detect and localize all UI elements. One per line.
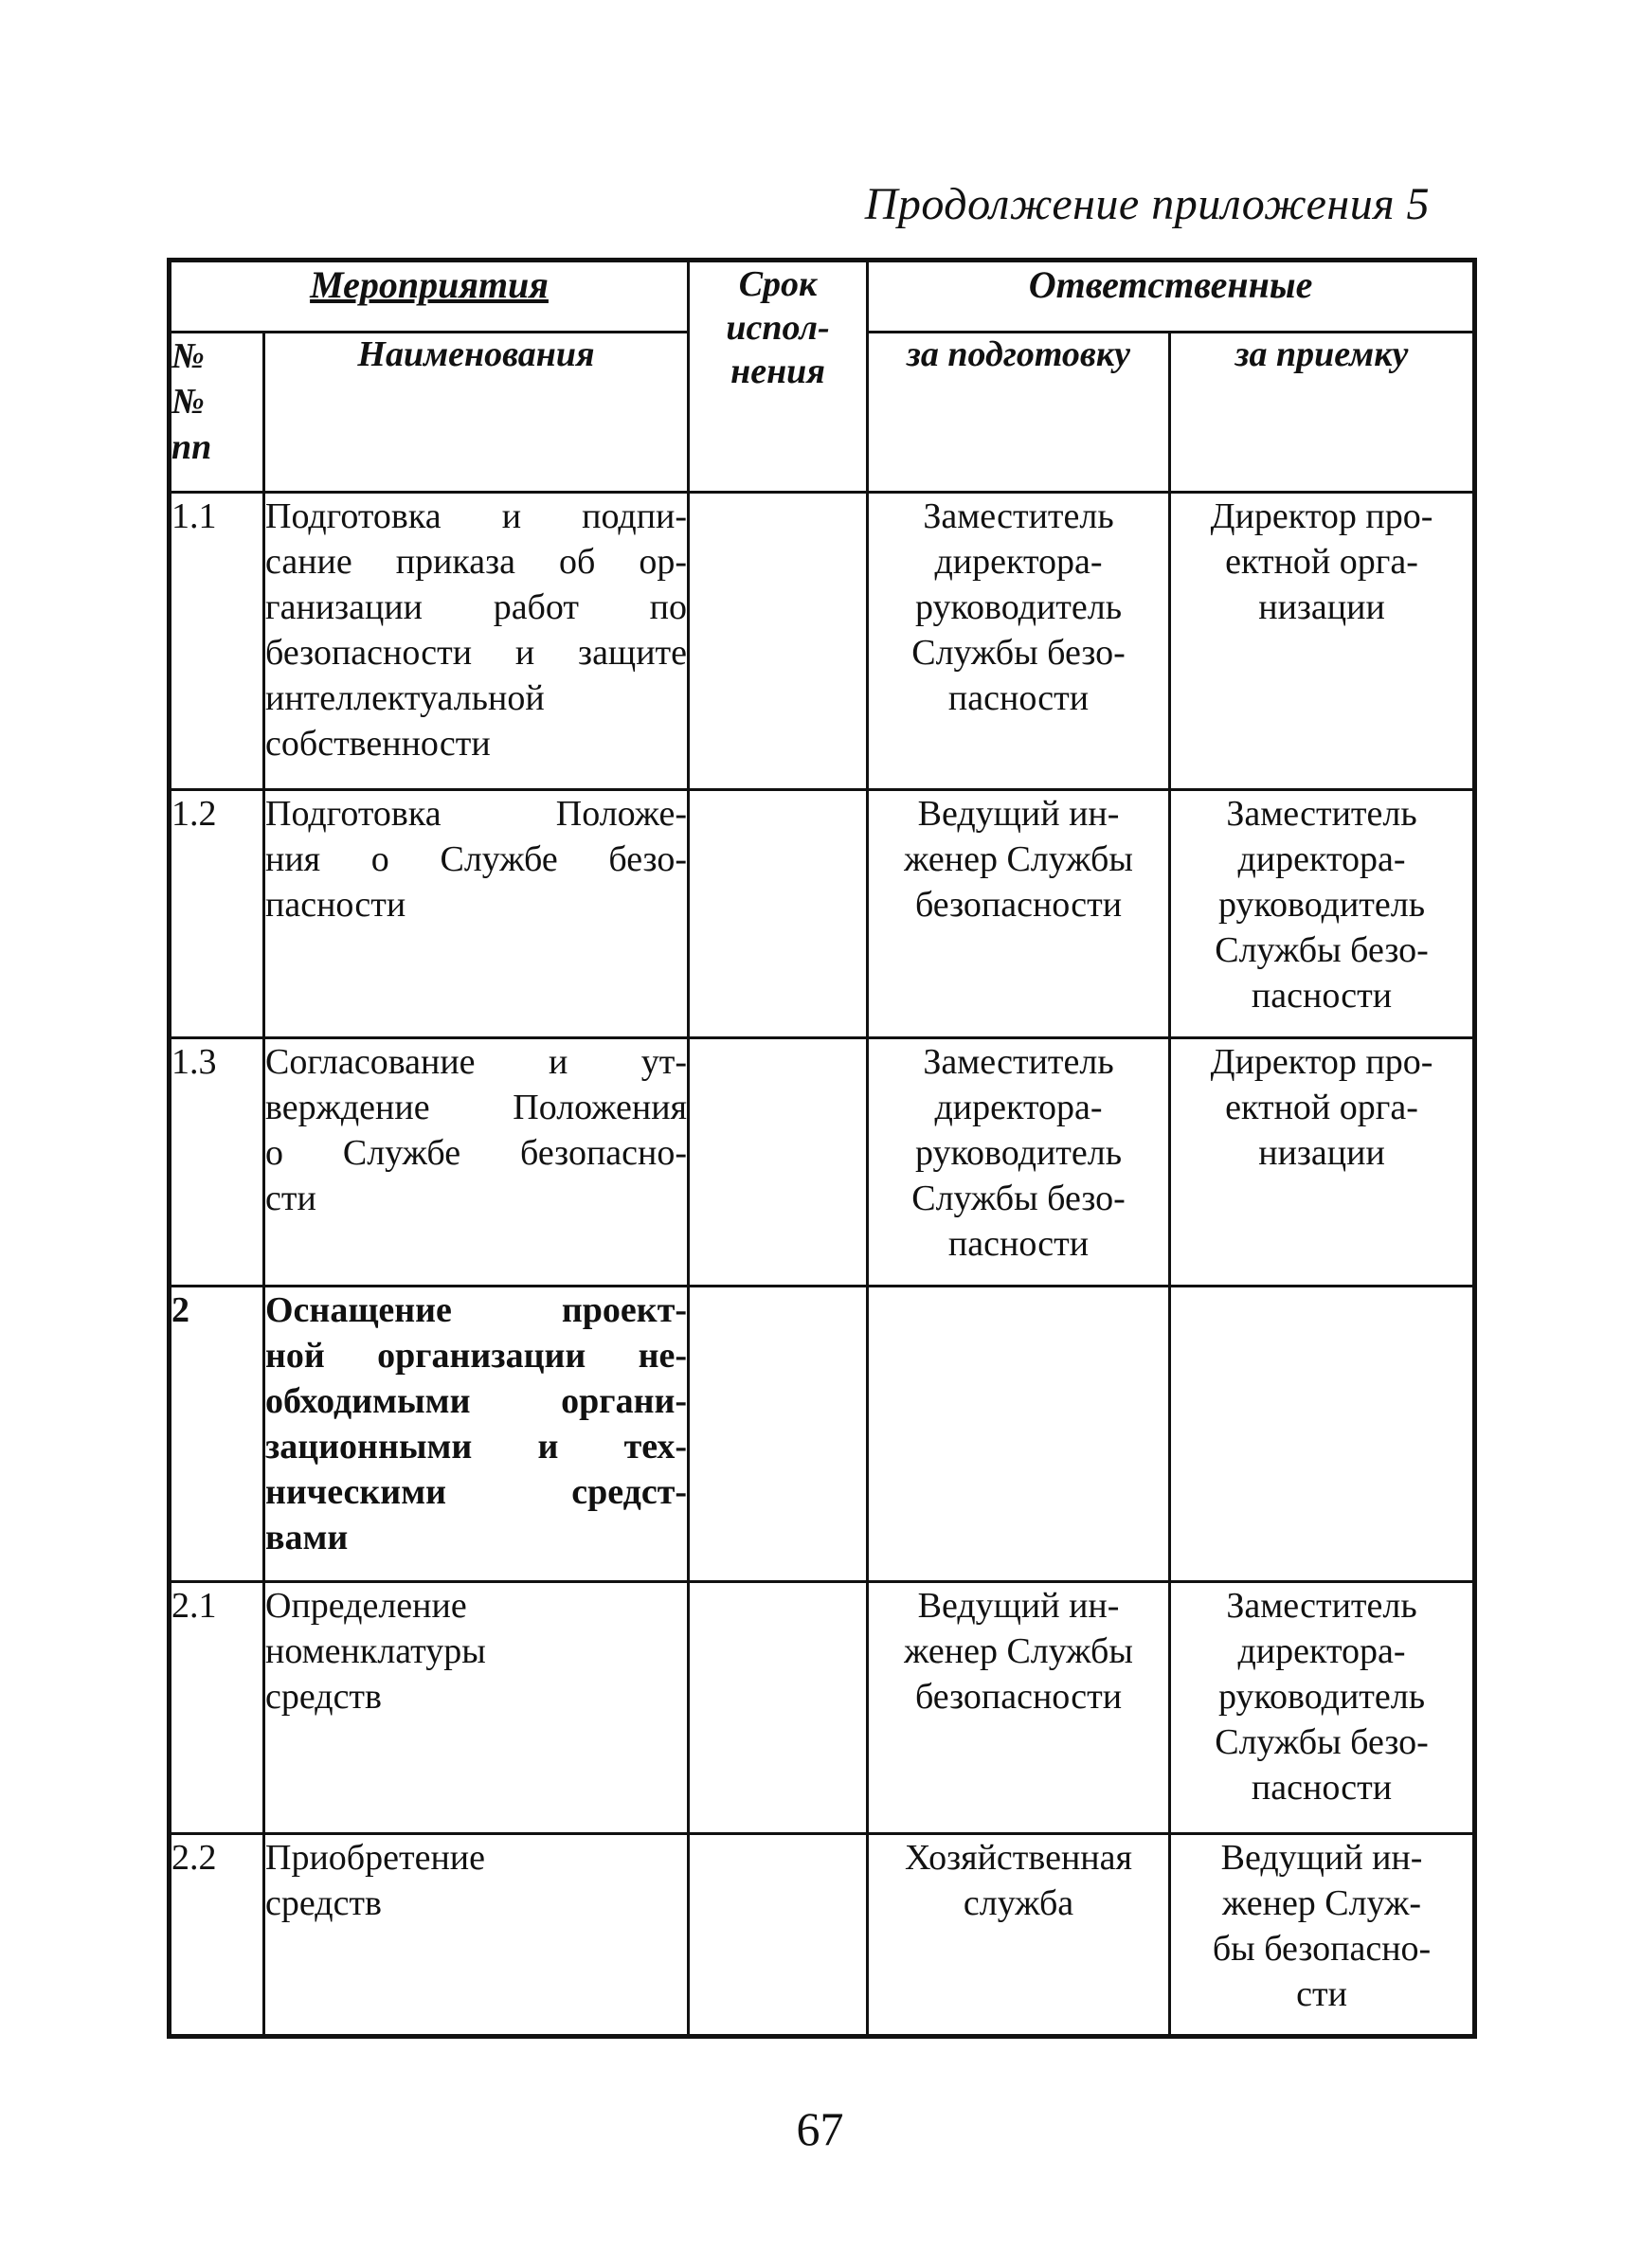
row-prep-line: Хозяйственная	[905, 1838, 1132, 1878]
row-accept-line: низации	[1258, 1133, 1385, 1173]
row-accept-line: руководитель	[1217, 885, 1426, 925]
row-accept-line: Ведущий ин-	[1220, 1838, 1423, 1878]
row-accept-line: руководитель	[1217, 1677, 1426, 1717]
header-accept: за приемку	[1170, 333, 1475, 493]
activities-table	[167, 258, 1477, 2039]
row-name-line: средств	[265, 1677, 382, 1717]
row-name-line: собственности	[265, 724, 491, 764]
row-name-line: вами	[265, 1518, 349, 1557]
row-name-line: обходимыми органи-	[265, 1381, 688, 1421]
row-accept-line: пасности	[1251, 1768, 1393, 1808]
table-body	[170, 493, 1475, 2037]
header-num: № № пп	[170, 333, 264, 493]
row-number: 2.2	[170, 1834, 264, 2037]
header-activities: Мероприятия	[170, 261, 689, 333]
row-accept	[1170, 1287, 1475, 1582]
row-accept-line: директора-	[1237, 839, 1406, 879]
row-prep	[868, 1038, 1170, 1287]
row-accept-line: пасности	[1251, 976, 1393, 1016]
row-name-line: сание приказа об ор-	[265, 542, 688, 582]
row-accept-line: Заместитель	[1226, 794, 1417, 834]
row-name-line: ническими средст-	[265, 1472, 688, 1512]
row-name-line: Подготовка Положе-	[265, 794, 688, 834]
row-name-line: зационными и тех-	[265, 1427, 688, 1467]
row-term	[689, 1582, 868, 1834]
row-name	[264, 790, 689, 1038]
table-row	[170, 1038, 1475, 1287]
row-name-line: Оснащение проект-	[265, 1290, 688, 1330]
row-name	[264, 1582, 689, 1834]
row-prep-line: Заместитель	[923, 1042, 1114, 1082]
row-name-line: Подготовка и подпи-	[265, 496, 688, 536]
row-name-line: Согласование и ут-	[265, 1042, 688, 1082]
row-prep	[868, 493, 1170, 790]
row-name-line: номенклатуры	[265, 1631, 486, 1671]
row-accept	[1170, 1582, 1475, 1834]
row-prep-line: Ведущий ин-	[917, 794, 1120, 834]
row-name	[264, 1834, 689, 2037]
row-prep-line: служба	[963, 1883, 1074, 1923]
row-accept	[1170, 1834, 1475, 2037]
row-term	[689, 1287, 868, 1582]
row-prep-line: пасности	[947, 1224, 1090, 1264]
row-term	[689, 493, 868, 790]
row-accept-line: директора-	[1237, 1631, 1406, 1671]
header-responsible: Ответственные	[868, 261, 1475, 333]
row-accept-line: Заместитель	[1226, 1586, 1417, 1626]
row-number: 1.1	[170, 493, 264, 790]
row-accept-line: Директор про-	[1210, 1042, 1433, 1082]
row-name-line: безопасности и защите	[265, 633, 688, 673]
row-prep-line: руководитель	[914, 1133, 1123, 1173]
row-prep	[868, 1834, 1170, 2037]
row-term	[689, 790, 868, 1038]
row-accept-line: Службы безо-	[1215, 1722, 1429, 1762]
row-name-line: средств	[265, 1883, 382, 1923]
table-row	[170, 1834, 1475, 2037]
row-prep	[868, 1287, 1170, 1582]
header-term-text: Срок испол- нения	[726, 264, 830, 391]
row-number: 2	[170, 1287, 264, 1582]
row-accept-line: низации	[1258, 587, 1385, 627]
row-accept	[1170, 1038, 1475, 1287]
row-prep-line: пасности	[947, 678, 1090, 718]
row-name-line: о Службе безопасно-	[265, 1133, 688, 1173]
row-prep-line: женер Службы	[904, 839, 1133, 879]
row-prep-line: безопасности	[914, 1677, 1123, 1717]
row-prep-line: женер Службы	[904, 1631, 1133, 1671]
row-accept-line: ектной орга-	[1225, 542, 1418, 582]
row-prep-line: директора-	[934, 542, 1103, 582]
header-term	[689, 261, 868, 493]
row-prep-line: Ведущий ин-	[917, 1586, 1120, 1626]
row-accept	[1170, 493, 1475, 790]
row-prep	[868, 790, 1170, 1038]
row-name-line: ганизации работ по	[265, 587, 688, 627]
row-accept-line: Службы безо-	[1215, 930, 1429, 970]
row-name-line: Определение	[265, 1586, 467, 1626]
row-prep-line: руководитель	[914, 587, 1123, 627]
row-prep-line: директора-	[934, 1088, 1103, 1127]
row-name	[264, 493, 689, 790]
table-row	[170, 1582, 1475, 1834]
row-name-line: Приобретение	[265, 1838, 485, 1878]
row-name-line: интеллектуальной	[265, 678, 545, 718]
page-caption: Продолжение приложения 5	[864, 179, 1430, 229]
row-accept-line: Директор про-	[1210, 496, 1433, 536]
table-row	[170, 493, 1475, 790]
row-accept-line: бы безопасно-	[1212, 1929, 1432, 1969]
row-name-line: ния о Службе безо-	[265, 839, 688, 879]
header-prep: за подготовку	[868, 333, 1170, 493]
row-prep-line: Заместитель	[923, 496, 1114, 536]
table-row	[170, 790, 1475, 1038]
row-accept	[1170, 790, 1475, 1038]
row-number: 2.1	[170, 1582, 264, 1834]
row-name-line: пасности	[265, 885, 406, 925]
row-accept-line: ектной орга-	[1225, 1088, 1418, 1127]
row-term	[689, 1834, 868, 2037]
row-prep	[868, 1582, 1170, 1834]
row-prep-line: Службы безо-	[911, 633, 1126, 673]
row-name-line: ной организации не-	[265, 1336, 688, 1376]
row-number: 1.3	[170, 1038, 264, 1287]
row-name-line: сти	[265, 1179, 316, 1218]
row-prep-line: Службы безо-	[911, 1179, 1126, 1218]
row-number: 1.2	[170, 790, 264, 1038]
row-name	[264, 1287, 689, 1582]
row-accept-line: сти	[1296, 1974, 1347, 2014]
row-prep-line: безопасности	[914, 885, 1123, 925]
row-term	[689, 1038, 868, 1287]
row-accept-line: женер Служ-	[1221, 1883, 1422, 1923]
header-name: Наименования	[264, 333, 689, 493]
table-row	[170, 1287, 1475, 1582]
row-name-line: верждение Положения	[265, 1088, 688, 1127]
row-name	[264, 1038, 689, 1287]
page-number: 67	[796, 2102, 844, 2155]
